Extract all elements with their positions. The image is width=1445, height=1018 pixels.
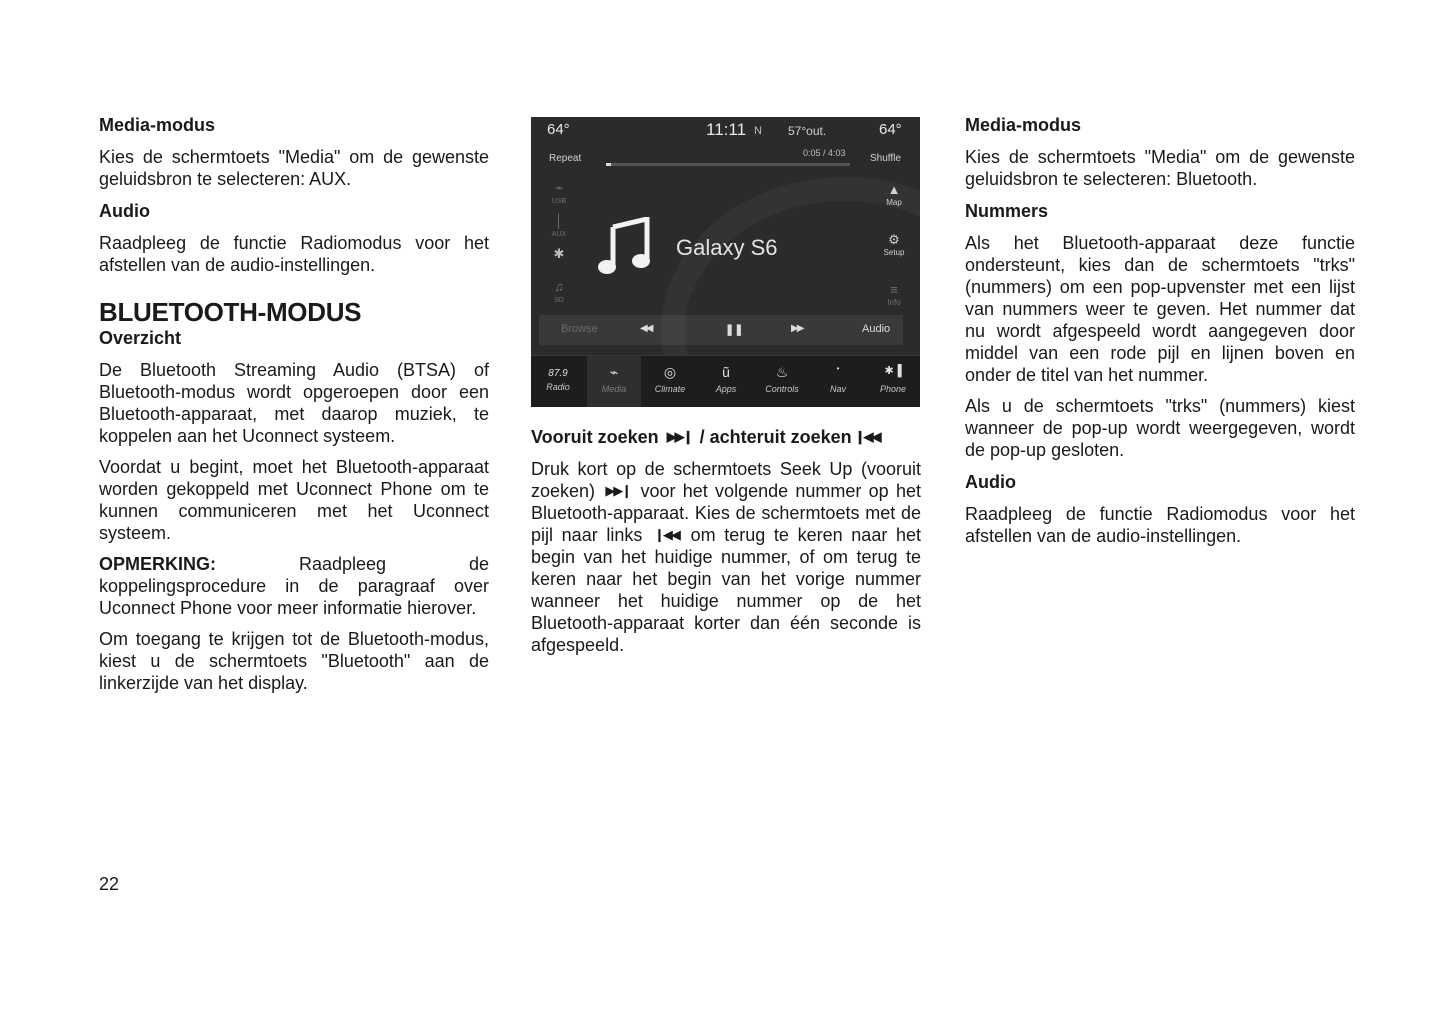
note-label: OPMERKING:: [99, 554, 216, 574]
heading-tracks: Nummers: [965, 201, 1049, 221]
note-paragraph: [99, 553, 489, 619]
media-aux-text: Kies de schermtoets "Media" om de gewenste geluidsbron te selecteren: AUX.: [99, 147, 489, 189]
status-bar: [531, 117, 920, 145]
aux-icon: │: [554, 213, 564, 228]
progress-row: [531, 147, 920, 173]
total-time: / 4:03: [823, 148, 846, 158]
temp-left[interactable]: 64°: [547, 121, 570, 138]
heading-media-mode-bt: Media-modus: [965, 115, 1082, 135]
climate-icon: ◎: [663, 364, 677, 380]
heading-audio-right: Audio: [965, 472, 1016, 492]
nav-media[interactable]: ⌁ Media: [587, 356, 641, 407]
media-bt-text: Kies de schermtoets "Media" om de gewenste geluidsbron te selecteren: Bluetooth.: [965, 147, 1355, 189]
nav-controls[interactable]: ♨ Controls: [755, 356, 809, 407]
nav-icon: •: [836, 364, 840, 373]
section-title-bluetooth: BLUETOOTH-MODUS: [99, 297, 362, 327]
seek-forward-icon: ▶▶❙: [666, 429, 692, 444]
nav-climate[interactable]: ◎ Climate: [643, 356, 697, 407]
source-bluetooth[interactable]: [544, 247, 574, 280]
source-list: [544, 181, 574, 313]
nav-phone[interactable]: ✱▐ Phone: [866, 356, 920, 407]
map-icon: ▲: [887, 182, 901, 197]
trks-close-text: Als u de schermtoets "trks" (nummers) kiest wanneer de pop-up wordt weergegeven, wordt de pop-up gesloten.: [965, 396, 1355, 460]
source-sd[interactable]: ♫ SD: [554, 279, 564, 304]
radio-frequency: 87.9: [548, 368, 568, 379]
tracks-text: Als het Bluetooth-apparaat deze functie ondersteunt, kies dan de schermtoets "trks" (nummers) om een pop-upvenster met een lijst van nummers weer te geven. Het nummer dat nu wordt afgespeeld wordt aangegeven door middel van een rode pijl en lijnen boven en onder de titel van het nummer.: [965, 233, 1355, 385]
seek-forward-inline-icon: ▶▶❙: [605, 483, 631, 498]
elapsed-time: 0:05: [803, 148, 821, 158]
heading-audio-left: Audio: [99, 201, 150, 221]
note-text: Raadpleeg de koppelingsprocedure in de paragraaf over Uconnect Phone voor meer informatie hierover.: [99, 554, 489, 618]
device-name: Galaxy S6: [676, 235, 778, 260]
middle-column: [531, 113, 921, 665]
info-button[interactable]: ≡ Info: [887, 282, 901, 307]
setup-button[interactable]: ⚙ Setup: [883, 232, 905, 257]
seek-back-inline-icon: ❙◀◀: [654, 527, 679, 542]
shuffle-button[interactable]: Shuffle: [870, 153, 901, 164]
list-icon: ≡: [890, 282, 898, 297]
seat-heat-icon: ♨: [775, 364, 789, 380]
clock: 11:11: [706, 120, 747, 139]
usb-icon: ⌁: [555, 180, 563, 195]
track-time: [803, 148, 846, 158]
audio-button[interactable]: Audio: [862, 323, 891, 335]
outside-temp: 57°out.: [788, 124, 827, 138]
nav-navigation[interactable]: • Nav: [811, 356, 865, 407]
progress-track[interactable]: [606, 163, 850, 166]
seek-text: Druk kort op de schermtoets Seek Up (vooruit zoeken) ▶▶❙ voor het volgende nummer op het Bluetooth-apparaat. Kies de schermtoets met de pijl naar links ❙◀◀ om terug te keren naar het begin van het huidige nummer, of om terug te keren naar het begin van het vorige nummer wanneer het huidige nummer op de het Bluetooth-apparaat korter dan één seconde is afgespeeld.: [531, 459, 922, 655]
pause-icon[interactable]: ❚❚: [725, 324, 744, 336]
temp-right[interactable]: 64°: [879, 121, 902, 138]
seek-forward-icon[interactable]: ▶▶: [791, 323, 803, 334]
music-note-icon: [597, 217, 653, 277]
heading-seek: Vooruit zoeken ▶▶❙ / achteruit zoeken ❙◀◀: [531, 425, 921, 449]
map-button[interactable]: ▲ Map: [886, 182, 902, 207]
source-usb[interactable]: ⌁ USB: [551, 180, 567, 205]
access-text: Om toegang te krijgen tot de Bluetooth-modus, kiest u de schermtoets "Bluetooth" aan de linkerzijde van het display.: [99, 629, 489, 693]
left-column: [99, 113, 489, 703]
audio-right-text: Raadpleeg de functie Radiomodus voor het afstellen van de audio-instellingen.: [965, 504, 1355, 546]
setup-icon: ⚙: [888, 232, 900, 247]
audio-left-text: Raadpleeg de functie Radiomodus voor het afstellen van de audio-instellingen.: [99, 233, 489, 275]
nav-apps[interactable]: ũ Apps: [699, 356, 753, 407]
heading-overview: Overzicht: [99, 328, 182, 348]
repeat-button[interactable]: Repeat: [549, 153, 582, 164]
heading-media-mode-aux: Media-modus: [99, 115, 216, 135]
apps-icon: ũ: [722, 364, 730, 380]
bluetooth-icon: ✱: [553, 246, 565, 261]
music-icon: ♫: [554, 279, 564, 294]
browse-button[interactable]: Browse: [561, 323, 598, 335]
compass: N: [754, 125, 762, 137]
page-number: 22: [99, 874, 120, 894]
side-buttons: [878, 183, 910, 333]
seek-back-icon[interactable]: ◀◀: [640, 323, 652, 334]
before-start-text: Voordat u begint, moet het Bluetooth-apparaat worden gekoppeld met Uconnect Phone om te kunnen communiceren met het Uconnect systeem.: [99, 457, 489, 543]
phone-signal-icon: ✱▐: [884, 365, 902, 377]
nav-radio[interactable]: 87.9 Radio: [531, 356, 585, 407]
source-aux[interactable]: │ AUX: [551, 213, 567, 238]
overview-text: De Bluetooth Streaming Audio (BTSA) of Bluetooth-modus wordt opgeroepen door een Bluetooth-apparaat, met daarop muziek, te koppelen aan het Uconnect systeem.: [99, 360, 489, 446]
usb-media-icon: ⌁: [609, 364, 619, 380]
right-column: [965, 113, 1355, 556]
playback-controls: [539, 315, 903, 345]
uconnect-screen-image: [531, 117, 920, 407]
seek-back-icon: ❙◀◀: [854, 429, 880, 444]
bottom-nav: [531, 355, 920, 407]
progress-fill: [606, 163, 611, 166]
